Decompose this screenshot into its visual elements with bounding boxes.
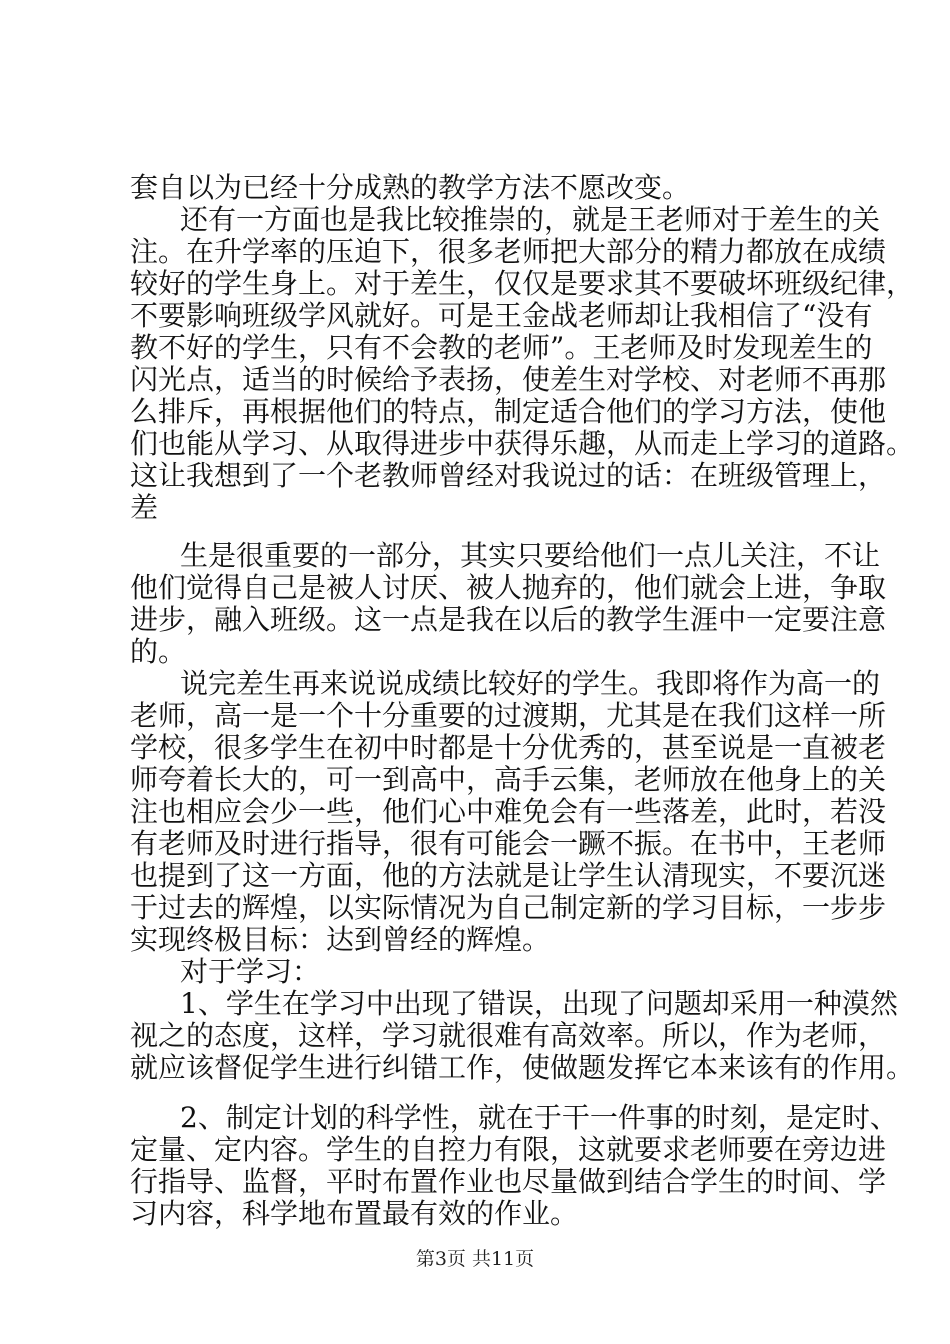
- text-line: 有老师及时进行指导，很有可能会一蹶不振。在书中，王老师: [130, 827, 887, 860]
- text-line: 套自以为已经十分成熟的教学方法不愿改变。: [130, 171, 691, 204]
- text-line: 说完差生再来说说成绩比较好的学生。我即将作为高一的: [180, 667, 881, 700]
- text-line: 生是很重要的一部分，其实只要给他们一点儿关注，不让: [180, 539, 881, 572]
- text-line: 注也相应会少一些，他们心中难免会有一些落差，此时，若没: [130, 795, 887, 828]
- text-line: 于过去的辉煌，以实际情况为自己制定新的学习目标，一步步: [130, 891, 887, 924]
- text-line: 进步，融入班级。这一点是我在以后的教学生涯中一定要注意: [130, 603, 887, 636]
- text-line: 的。: [130, 635, 187, 668]
- text-line: 实现终极目标：达到曾经的辉煌。: [130, 923, 551, 956]
- page-number-footer: 第3页 共11页: [415, 1248, 535, 1270]
- text-line: 学校，很多学生在初中时都是十分优秀的，甚至说是一直被老: [130, 731, 887, 764]
- text-line: 教不好的学生，只有不会教的老师”。王老师及时发现差生的: [130, 331, 873, 364]
- text-line: 老师，高一是一个十分重要的过渡期，尤其是在我们这样一所: [130, 699, 887, 732]
- text-line: 差: [130, 491, 159, 524]
- text-line: 定量、定内容。学生的自控力有限，这就要求老师要在旁边进: [130, 1133, 887, 1166]
- text-line: 1、学生在学习中出现了错误，出现了问题却采用一种漠然: [180, 987, 898, 1020]
- text-line: 视之的态度，这样，学习就很难有高效率。所以，作为老师，: [130, 1019, 887, 1052]
- text-line: 闪光点，适当的时候给予表扬，使差生对学校、对老师不再那: [130, 363, 887, 396]
- text-line: 不要影响班级学风就好。可是王金战老师却让我相信了“没有: [130, 299, 873, 332]
- text-line: 他们觉得自己是被人讨厌、被人抛弃的，他们就会上进，争取: [130, 571, 887, 604]
- text-line: 对于学习：: [180, 955, 321, 988]
- text-line: 较好的学生身上。对于差生，仅仅是要求其不要破坏班级纪律，: [130, 267, 915, 300]
- text-line: 也提到了这一方面，他的方法就是让学生认清现实，不要沉迷: [130, 859, 887, 892]
- text-line: 习内容，科学地布置最有效的作业。: [130, 1197, 579, 1230]
- text-line: 2、制定计划的科学性，就在于干一件事的时刻，是定时、: [180, 1101, 898, 1134]
- text-line: 么排斥，再根据他们的特点，制定适合他们的学习方法，使他: [130, 395, 887, 428]
- text-line: 行指导、监督，平时布置作业也尽量做到结合学生的时间、学: [130, 1165, 887, 1198]
- text-line: 注。在升学率的压迫下，很多老师把大部分的精力都放在成绩: [130, 235, 887, 268]
- text-line: 就应该督促学生进行纠错工作，使做题发挥它本来该有的作用。: [130, 1051, 915, 1084]
- text-line: 们也能从学习、从取得进步中获得乐趣，从而走上学习的道路。: [130, 427, 915, 460]
- text-line: 这让我想到了一个老教师曾经对我说过的话：在班级管理上，: [130, 459, 887, 492]
- text-line: 师夸着长大的，可一到高中，高手云集，老师放在他身上的关: [130, 763, 887, 796]
- text-line: 还有一方面也是我比较推崇的，就是王老师对于差生的关: [180, 203, 881, 236]
